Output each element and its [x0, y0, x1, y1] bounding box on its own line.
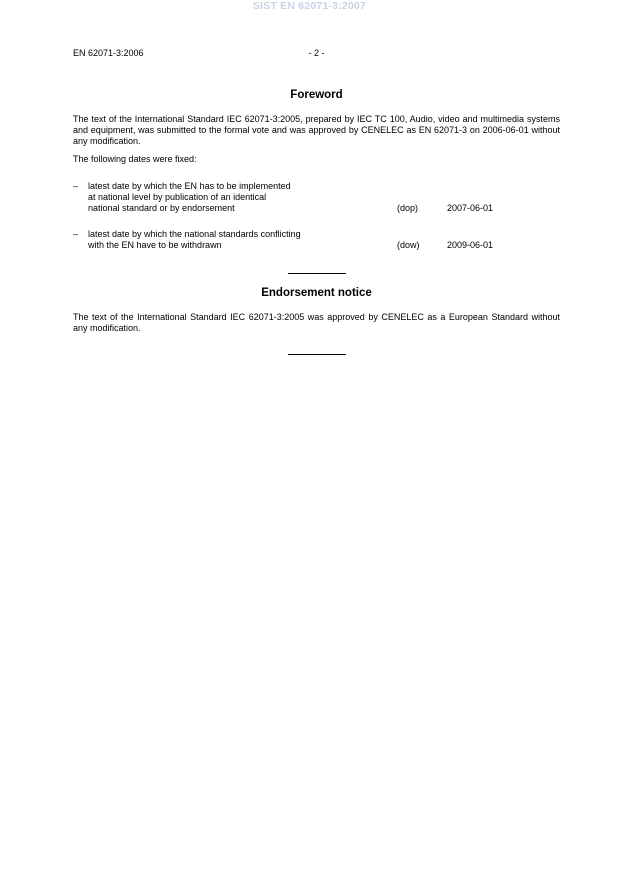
date-description-line: latest date by which the EN has to be implemented — [88, 181, 291, 191]
date-entry-dow — [73, 229, 560, 252]
date-description — [88, 229, 388, 251]
endorsement-title: Endorsement notice — [261, 287, 372, 299]
date-code: (dow) — [397, 240, 420, 250]
document-id: EN 62071-3:2006 — [73, 48, 144, 58]
date-value: 2009-06-01 — [447, 240, 494, 250]
foreword-paragraph: The text of the International Standard IEC 62071-3:2005, prepared by IEC TC 100, Audio, video and multimedia systems and equipment, was submitted to the formal vote and was approved by CENELEC as EN 62071-3 on 2006-06-01 without any modification. — [73, 114, 560, 146]
section-divider — [288, 273, 346, 274]
list-dash: – — [73, 181, 79, 191]
endorsement-paragraph: The text of the International Standard IEC 62071-3:2005 was approved by CENELEC as a European Standard without any modification. — [73, 312, 560, 333]
date-description-line: with the EN have to be withdrawn — [88, 240, 222, 250]
foreword-title: Foreword — [290, 89, 343, 101]
date-description-line: national standard or by endorsement — [88, 203, 235, 213]
date-description-line: latest date by which the national standards conflicting — [88, 229, 301, 239]
dates-intro: The following dates were fixed: — [73, 154, 197, 164]
section-divider — [288, 354, 346, 355]
date-code: (dop) — [397, 203, 419, 213]
date-description-line: at national level by publication of an identical — [88, 192, 267, 202]
date-description — [88, 181, 388, 214]
page-number: - 2 - — [308, 48, 325, 58]
date-value: 2007-06-01 — [447, 203, 494, 213]
date-entry-dop — [73, 181, 560, 215]
list-dash: – — [73, 229, 79, 239]
watermark-text: SIST EN 62071-3:2007 — [252, 0, 367, 12]
